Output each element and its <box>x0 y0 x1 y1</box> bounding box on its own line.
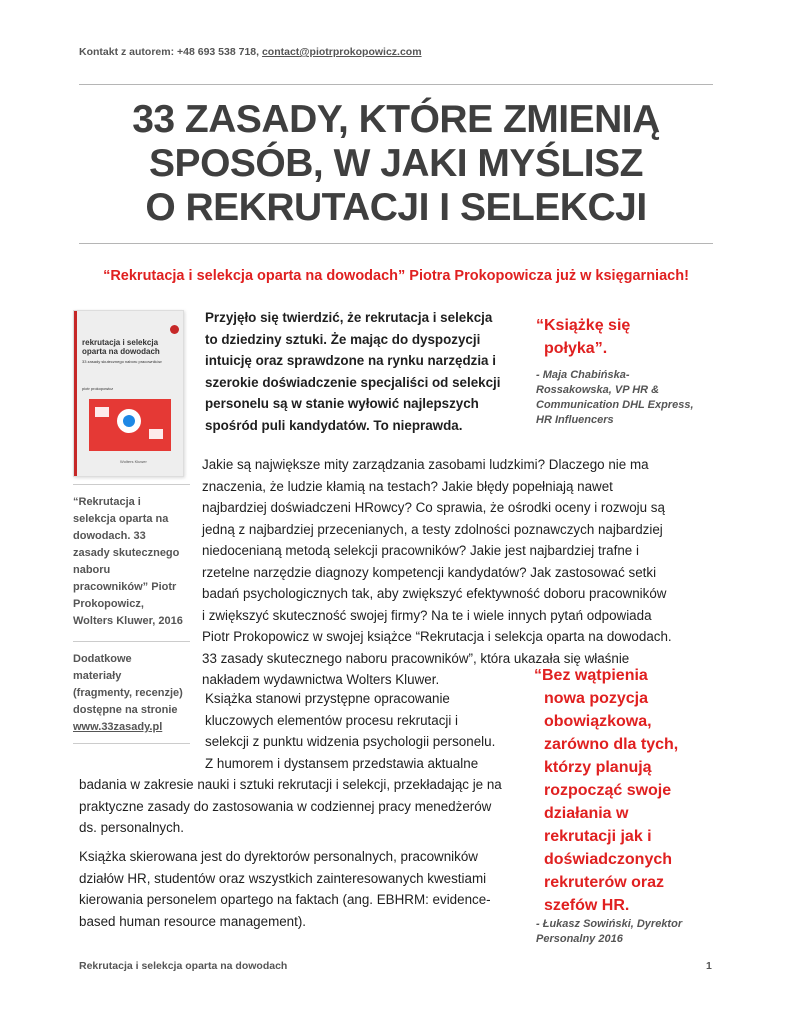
body-paragraph-2-bottom: badania w zakresie nauki i sztuki rekrutacji i selekcji, przekładając je na praktyczne zasady do zastosowania w codziennej pracy menedżerów ds. personalnych. <box>79 777 502 835</box>
book-cover-subtitle: 33 zasady skutecznego naboru pracowników <box>82 359 162 364</box>
book-caption: “Rekrutacja i selekcja oparta na dowodach. 33 zasady skutecznego naboru pracowników” Piotr Prokopowicz, Wolters Kluwer, 2016 <box>73 496 183 627</box>
sidebar-divider-middle <box>73 641 190 642</box>
page-subtitle: “Rekrutacja i selekcja oparta na dowodach” Piotra Prokopowicza już w księgarniach! <box>103 268 689 284</box>
body-paragraph-2-top: Książka stanowi przystępne opracowanie kluczowych elementów procesu rekrutacji i selekcji z punktu widzenia psychologii personelu. Z humorem i dystansem przedstawia aktualne <box>205 691 496 771</box>
quote-2-attribution: - Łukasz Sowiński, Dyrektor Personalny 2016 <box>536 918 683 945</box>
sidebar-divider-top <box>73 484 190 485</box>
title-divider <box>79 243 713 244</box>
book-cover-author: piotr prokopowicz <box>82 386 114 391</box>
page-title: 33 ZASADY, KTÓRE ZMIENIĄ SPOSÓB, W JAKI MYŚLISZ O REKRUTACJI I SELEKCJI <box>132 98 660 229</box>
publisher-logo-icon <box>170 325 179 334</box>
contact-label: Kontakt z autorem: +48 693 538 718, <box>79 46 260 58</box>
body-paragraph-3: Książka skierowana jest do dyrektorów personalnych, pracowników działów HR, studentów oraz wszystkich zainteresowanych kwestiami kierowania personelem opartego na faktach (ang. EBHRM: evidence- based human resource management). <box>79 849 491 929</box>
footer-title: Rekrutacja i selekcja oparta na dowodach <box>79 960 288 972</box>
extra-materials-note: Dodatkowe materiały (fragmenty, recenzje) dostępne na stronie www.33zasady.pl <box>73 653 183 733</box>
quote-1: “Książkę się połyka”. <box>536 317 631 357</box>
quote-2: “Bez wątpienia nowa pozycja obowiązkowa, zarówno dla tych, którzy planują rozpocząć swoje działania w rekrutacji jak i doświadczonych rekruterów oraz szefów HR. <box>534 667 679 914</box>
contact-line <box>79 46 422 58</box>
book-cover-image <box>73 310 184 477</box>
body-paragraph-1: Jakie są największe mity zarządzania zasobami ludzkimi? Dlaczego nie ma znaczenia, że ludzie kłamią na testach? Jakie błędy popełniają nawet najbardziej doświadczeni HRowcy? Co sprawia, że ośrodki oceny i rozwoju są jedną z najbardziej przecenianych, a testy zdolności poznawczych najbardziej niedocenianą metodą selekcji pracowników? Jakie jest najbardziej trafne i rzetelne narzędzie diagnozy kompetencji kandydatów? Jak zastosować setki badań psychologicznych tak, aby zwiększyć efektywność doboru pracowników i zwiększyć skuteczność swojej firmy? Na te i wiele innych pytań odpowiada Piotr Prokopowicz w swojej książce “Rekrutacja i selekcja oparta na dowodach. 33 zasady skutecznego naboru pracowników”, która ukazała się właśnie nakładem wydawnictwa Wolters Kluwer. <box>202 457 672 687</box>
contact-email-link[interactable]: contact@piotrprokopowicz.com <box>261 46 422 58</box>
book-spine-accent <box>74 311 77 476</box>
book-cover-illustration <box>89 399 171 451</box>
sidebar-divider-bottom <box>73 743 190 744</box>
website-link[interactable]: www.33zasady.pl <box>73 721 163 733</box>
intro-paragraph: Przyjęło się twierdzić, że rekrutacja i selekcja to dziedziny sztuki. Że mając do dyspozycji intuicję oraz sprawdzone na rynku narzędzia i szerokie doświadczenie specjaliści od selekcji personelu są w stanie wyłowić najlepszych spośród puli kandydatów. To nieprawda. <box>205 310 501 433</box>
quote-1-attribution: - Maja Chabińska- Rossakowska, VP HR & Communication DHL Express, HR Influencers <box>536 369 694 426</box>
book-cover-title: rekrutacja i selekcja oparta na dowodach <box>82 338 160 356</box>
book-cover-publisher: Wolters Kluwer <box>120 459 147 464</box>
top-divider <box>79 84 713 85</box>
page-number: 1 <box>706 960 712 972</box>
